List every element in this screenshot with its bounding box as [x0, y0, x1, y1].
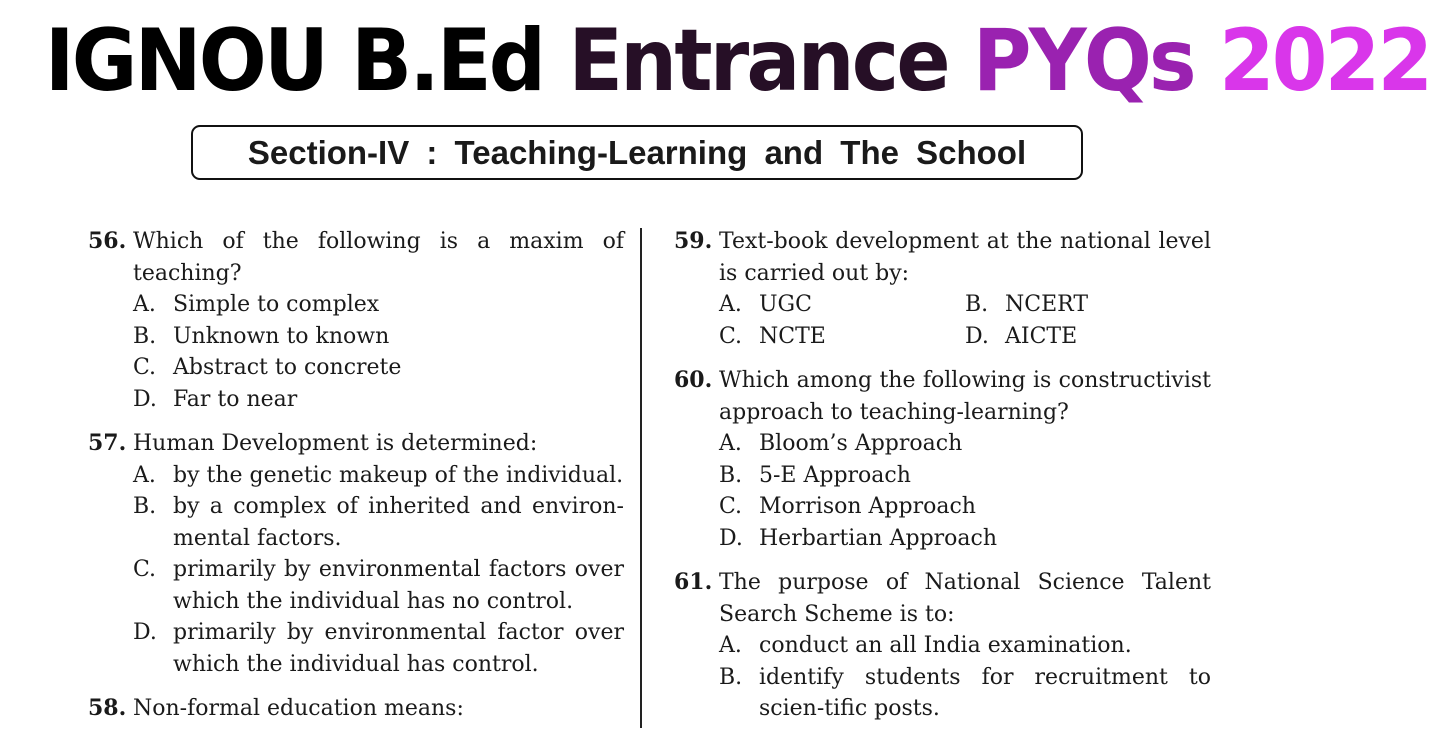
right-column — [674, 226, 1211, 738]
option — [965, 321, 1211, 353]
option — [133, 321, 624, 353]
option-text: NCERT — [1005, 292, 1088, 317]
option — [133, 384, 624, 416]
question-number: 59. — [674, 228, 713, 254]
option — [133, 460, 624, 492]
question-61 — [674, 567, 1211, 725]
question-text: Human Development is determined: — [133, 431, 538, 456]
option-label: D. — [965, 323, 989, 349]
title-part-year: 2022 — [1218, 11, 1430, 111]
question-number: 60. — [674, 367, 713, 393]
question-text: Text-book development at the national level is carried out by: — [719, 229, 1211, 286]
section-heading-box — [191, 125, 1083, 180]
question-number: 58. — [88, 695, 127, 721]
option — [719, 460, 1211, 492]
question-57 — [88, 428, 624, 680]
option — [719, 630, 1211, 662]
option-label: D. — [133, 620, 157, 645]
option-label: B. — [719, 462, 743, 488]
page-title — [44, 6, 1430, 116]
option-label: B. — [133, 323, 157, 349]
question-59 — [674, 226, 1211, 352]
option-text: Far to near — [173, 386, 298, 412]
option — [133, 352, 624, 384]
column-divider — [640, 228, 642, 728]
option-text: Morrison Approach — [759, 494, 976, 519]
option-label: A. — [133, 292, 156, 317]
option — [719, 491, 1211, 523]
option — [133, 491, 624, 554]
option — [719, 289, 965, 321]
question-text: The purpose of National Science Talent Search Scheme is to: — [719, 570, 1211, 627]
question-58 — [88, 693, 624, 725]
option — [719, 662, 1211, 725]
option-label: A. — [719, 431, 742, 456]
question-text: Non-formal education means: — [133, 696, 464, 721]
question-56 — [88, 226, 624, 415]
question-number: 61. — [674, 569, 713, 595]
option — [133, 617, 624, 680]
option — [965, 289, 1211, 321]
option-text: AICTE — [1005, 323, 1078, 349]
option-text: Simple to complex — [173, 292, 380, 317]
option — [719, 523, 1211, 555]
option-text: Bloom’s Approach — [759, 431, 963, 456]
option-label: C. — [133, 355, 157, 380]
left-column — [88, 226, 624, 738]
option-label: B. — [133, 494, 157, 519]
option-text: Unknown to known — [173, 323, 390, 349]
option-text: NCTE — [759, 323, 826, 349]
question-number: 56. — [88, 228, 127, 254]
title-part-entrance: Entrance — [568, 11, 948, 111]
option-text: Abstract to concrete — [173, 355, 402, 380]
section-heading: Section-IV : Teaching-Learning and The School — [247, 133, 1027, 171]
option-label: C. — [133, 557, 157, 582]
question-text: Which of the following is a maxim of teaching? — [133, 229, 624, 286]
option — [133, 289, 624, 321]
option-label: A. — [719, 633, 742, 658]
option-text: primarily by environmental factors over which the individual has no control. — [173, 557, 624, 614]
title-part-pyqs: PYQs — [972, 11, 1194, 111]
option-text: conduct an all India examination. — [759, 633, 1132, 658]
option-label: B. — [719, 664, 743, 690]
question-number: 57. — [88, 430, 127, 456]
option-label: B. — [965, 292, 989, 317]
option — [133, 554, 624, 617]
option-text: UGC — [759, 292, 812, 317]
option-label: D. — [133, 386, 157, 412]
option — [719, 428, 1211, 460]
option-label: C. — [719, 323, 743, 349]
option-text: identify students for recruitment to scien-tific posts. — [759, 664, 1211, 721]
option-text: primarily by environmental factor over which the individual has control. — [173, 620, 624, 677]
option-text: 5-E Approach — [759, 462, 911, 488]
option-text: by a complex of inherited and environ-mental factors. — [173, 494, 624, 551]
option-label: C. — [719, 494, 743, 519]
title-part-course: IGNOU B.Ed — [44, 11, 544, 111]
option — [719, 321, 965, 353]
option-text: Herbartian Approach — [759, 525, 998, 551]
option-text: by the genetic makeup of the individual. — [173, 462, 624, 488]
option-label: A. — [133, 462, 156, 488]
question-60 — [674, 365, 1211, 554]
option-label: A. — [719, 292, 742, 317]
option-label: D. — [719, 525, 743, 551]
question-text: Which among the following is constructivist approach to teaching-learning? — [719, 368, 1211, 425]
